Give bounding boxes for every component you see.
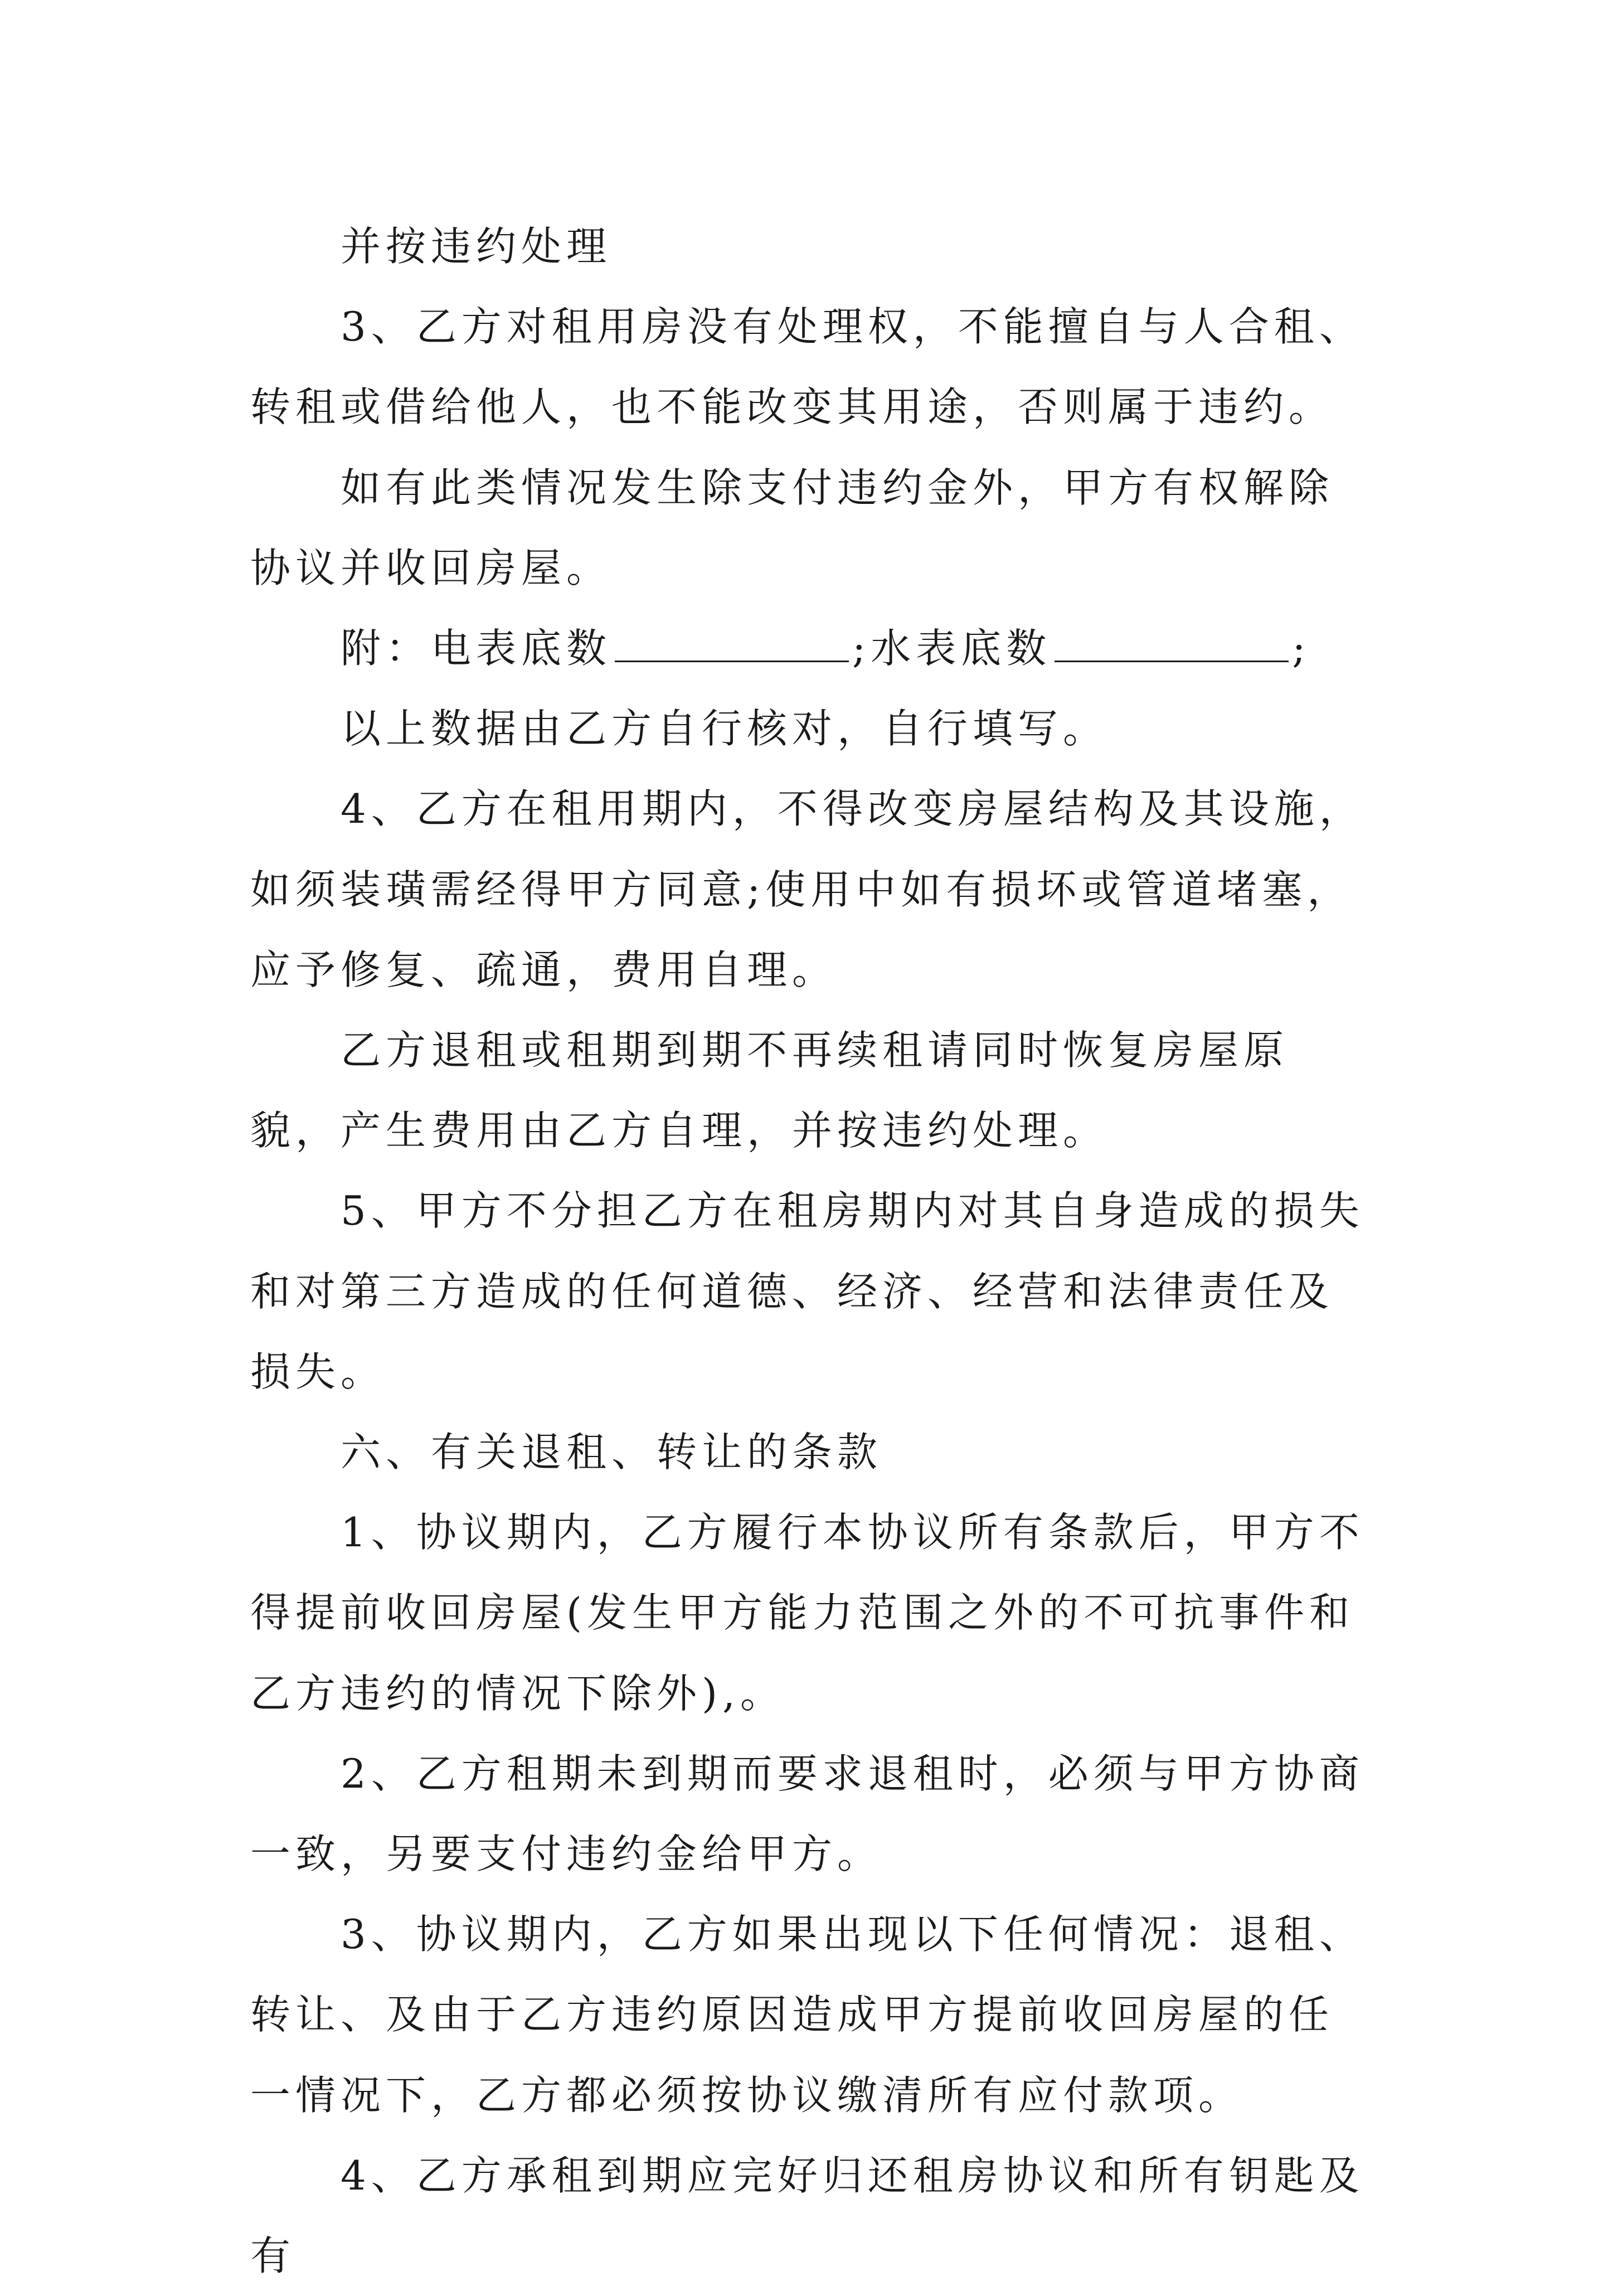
meter-note: 以上数据由乙方自行核对，自行填写。 <box>341 705 1109 753</box>
clause-5-3: 3、乙方对租用房没有处理权，不能擅自与人合租、转租或借给他人，也不能改变其用途，否则属于违约。 <box>250 303 1364 431</box>
paragraph-continuation: 并按违约处理 <box>341 223 612 270</box>
water-meter-blank <box>1055 627 1289 662</box>
clause-6-2: 2、乙方租期未到期而要求退租时，必须与甲方协商一致，另要支付违约金给甲方。 <box>250 1750 1364 1878</box>
electric-meter-blank <box>615 627 849 662</box>
electric-meter-label: 附：电表底数 <box>341 625 612 672</box>
water-meter-label: ;水表底数 <box>852 625 1052 672</box>
clause-5-5: 5、甲方不分担乙方在租房期内对其自身造成的损失和对第三方造成的任何道德、经济、经营和法律责任及损失。 <box>250 1187 1364 1395</box>
meter-readings-line <box>250 608 1377 688</box>
clause-6-3: 3、协议期内，乙方如果出现以下任何情况：退租、转让、及由于乙方违约原因造成甲方提前收回房屋的任一情况下，乙方都必须按协议缴清所有应付款项。 <box>250 1911 1364 2119</box>
clause-6-1: 1、协议期内，乙方履行本协议所有条款后，甲方不得提前收回房屋(发生甲方能力范围之外的不可抗事件和乙方违约的情况下除外),。 <box>250 1509 1364 1717</box>
clause-5-4-note: 乙方退租或租期到期不再续租请同时恢复房屋原貌，产生费用由乙方自理，并按违约处理。 <box>250 1027 1289 1154</box>
clause-5-4: 4、乙方在租用期内，不得改变房屋结构及其设施，如须装璜需经得甲方同意;使用中如有损坏或管道堵塞，应予修复、疏通，费用自理。 <box>250 785 1364 993</box>
clause-5-3-note: 如有此类情况发生除支付违约金外，甲方有权解除协议并收回房屋。 <box>250 464 1334 591</box>
document-body <box>250 206 1377 2296</box>
meter-line-end: ; <box>1292 625 1311 672</box>
section-6-heading: 六、有关退租、转让的条款 <box>341 1429 883 1476</box>
clause-6-4: 4、乙方承租到期应完好归还租房协议和所有钥匙及有 <box>250 2152 1364 2280</box>
